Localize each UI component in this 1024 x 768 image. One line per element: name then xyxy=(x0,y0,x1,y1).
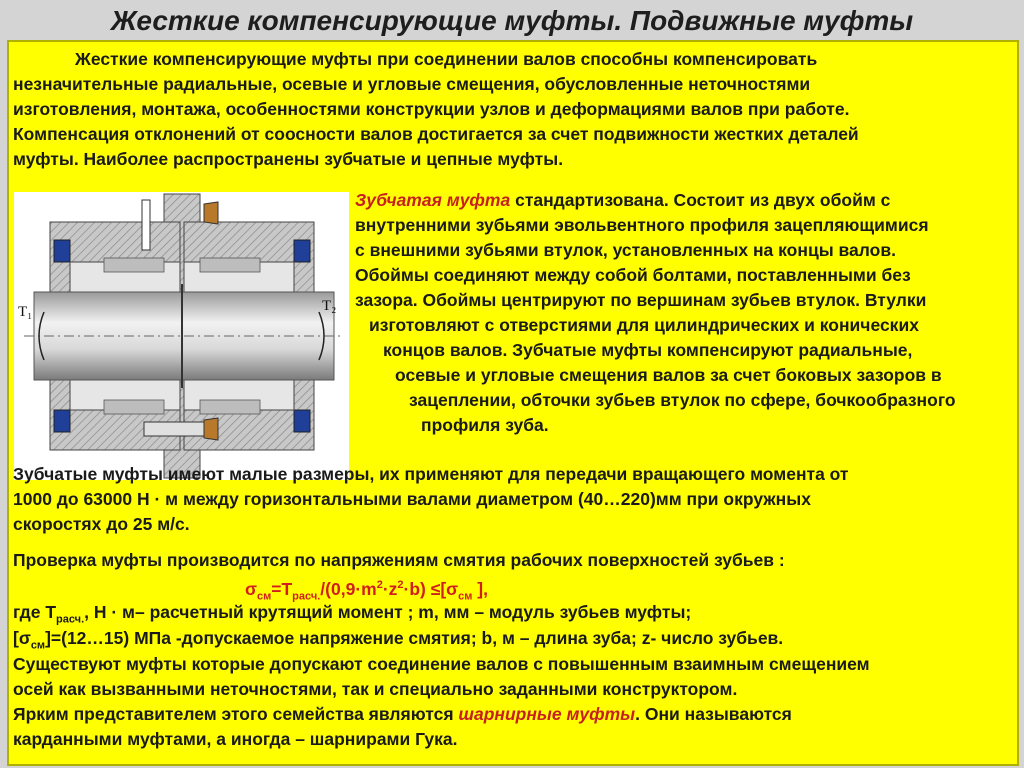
hinge-before: Ярким представителем этого семейства являются xyxy=(13,704,459,724)
hinge-coupling-term: шарнирные муфты xyxy=(458,704,636,724)
size-line-1: Зубчатые муфты имеют малые размеры, их применяют для передачи вращающего момента от xyxy=(13,464,849,484)
formula-tail: ·b) ≤[σ xyxy=(403,578,459,599)
intro-line-3: изготовления, монтажа, особенностями конструкции узлов и деформациями валов при работе. xyxy=(13,99,850,119)
gear-para-line-10: профиля зуба. xyxy=(421,415,549,435)
formula-mid: /(0,9·m xyxy=(320,578,377,599)
where-sub-rasch: расч. xyxy=(56,613,85,626)
slide-title: Жесткие компенсирующие муфты. Подвижные муфты xyxy=(110,5,914,36)
torque-label-left: T₁ xyxy=(18,304,33,320)
where-rest: , Н · м– расчетный крутящий момент ; m, мм – модуль зубьев муфты; xyxy=(84,602,692,622)
gear-para-line-8: осевые и угловые смещения валов за счет боковых зазоров в xyxy=(395,365,942,385)
exist-line-2: осей как вызванными неточностями, так и специально заданными конструктором. xyxy=(13,679,738,699)
gear-para-line-2: внутренними зубьями эвольвентного профиля зацепляющимися xyxy=(355,215,929,235)
gear-coupling-figure xyxy=(14,192,349,480)
hinge-line-2: карданными муфтами, а иногда – шарнирами Гука. xyxy=(13,729,458,749)
gear-para-line-7: концов валов. Зубчатые муфты компенсируют радиальные, xyxy=(383,340,913,360)
intro-line-5: муфты. Наиболее распространены зубчатые и цепные муфты. xyxy=(13,149,564,169)
intro-line-2: незначительные радиальные, осевые и угловые смещения, обусловленные неточностями xyxy=(13,74,811,94)
gear-para-line-1 xyxy=(355,188,890,212)
exist-line-1: Существуют муфты которые допускают соединение валов с повышенным взаимным смещением xyxy=(13,654,870,674)
formula-eq: =T xyxy=(271,578,293,599)
gear-para-line-6: изготовляют с отверстиями для цилиндрических и конических xyxy=(369,315,919,335)
intro-line-1: Жесткие компенсирующие муфты при соединении валов способны компенсировать xyxy=(75,49,818,69)
gear-coupling-diagram xyxy=(14,192,349,480)
gear-para-line-1-rest: стандартизована. Состоит из двух обойм с xyxy=(510,190,891,210)
torque-label-right: T₂ xyxy=(322,298,337,314)
intro-line-4: Компенсация отклонений от соосности валов достигается за счет подвижности жестких деталей xyxy=(13,124,859,144)
formula-sup-z: 2 xyxy=(397,579,404,591)
check-line: Проверка муфты производится по напряжениям смятия рабочих поверхностей зубьев : xyxy=(13,550,785,570)
allow-sub-sm: см xyxy=(30,639,46,652)
size-line-3: скоростях до 25 м/с. xyxy=(13,514,190,534)
gear-coupling-term: Зубчатая муфта xyxy=(355,190,511,210)
allow-rest: ]=(12…15) МПа -допускаемое напряжение смятия; b, м – длина зуба; z- число зубьев. xyxy=(45,628,784,648)
gear-para-line-5: зазора. Обоймы центрируют по вершинам зубьев втулок. Втулки xyxy=(355,290,927,310)
content-panel xyxy=(7,40,1019,766)
formula-mid2: ·z xyxy=(382,578,398,599)
allow-start: [σ xyxy=(13,628,31,648)
where-start: где T xyxy=(13,602,57,622)
formula-sigma: σ xyxy=(245,578,257,599)
size-line-2: 1000 до 63000 Н · м между горизонтальными валами диаметром (40…220)мм при окружных xyxy=(13,489,811,509)
formula-sub-rasch: расч. xyxy=(292,590,321,603)
formula-sup-m: 2 xyxy=(376,579,383,591)
hinge-after: . Они называются xyxy=(635,704,792,724)
hinge-line-1 xyxy=(13,702,792,726)
formula-end: ], xyxy=(472,578,488,599)
gear-para-line-9: зацеплении, обточки зубьев втулок по сфере, бочкообразного xyxy=(409,390,956,410)
formula-sub-sm: см xyxy=(256,590,272,603)
gear-para-line-3: с внешними зубьями втулок, установленных на концы валов. xyxy=(355,240,896,260)
gear-para-line-4: Обоймы соединяют между собой болтами, поставленными без xyxy=(355,265,911,285)
formula-sub-sm2: см xyxy=(458,590,473,603)
